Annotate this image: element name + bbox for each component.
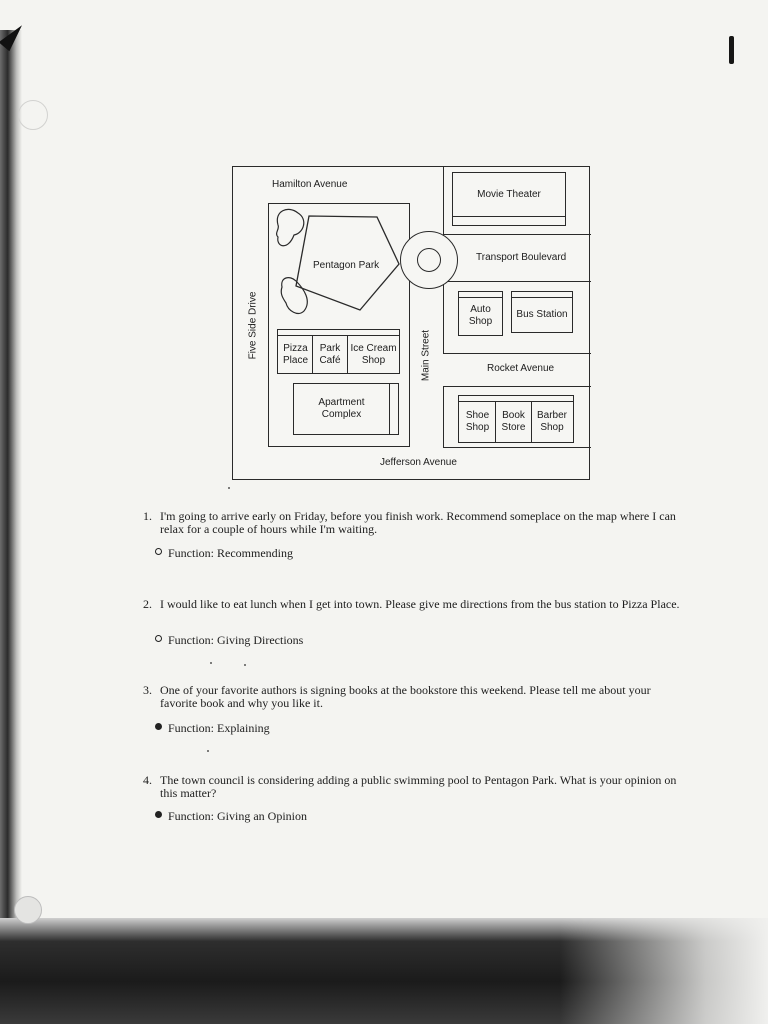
question-text: The town council is considering adding a public swimming pool to Pentagon Park. What is your opinion on this matter?: [160, 773, 677, 800]
bus-station-label: Bus Station: [516, 309, 568, 320]
function-label: Function: Giving an Opinion: [168, 809, 307, 823]
function-1: [155, 546, 293, 561]
page-edge-shadow: [0, 30, 22, 1024]
question-number: 4.: [143, 773, 152, 787]
question-text: I'm going to arrive early on Friday, before you finish work. Recommend someplace on the map where I can relax for a couple of hours while I'm waiting.: [160, 509, 676, 536]
question-number: 3.: [143, 683, 152, 697]
function-label: Function: Giving Directions: [168, 633, 304, 647]
apartment-complex: [293, 383, 399, 435]
main-street-label: Main Street: [420, 329, 432, 382]
scan-speck: [244, 664, 246, 666]
question-number: 2.: [143, 597, 152, 611]
hamilton-avenue-label: Hamilton Avenue: [272, 179, 348, 190]
shoe-shop: Shoe Shop: [465, 410, 490, 433]
roundabout-center: [417, 248, 441, 272]
edge-mark: [729, 36, 734, 64]
question-1: [143, 510, 683, 536]
bullet-icon: [155, 723, 162, 730]
scan-speck: [210, 662, 212, 664]
function-3: [155, 721, 270, 736]
apartment-complex-label: Apartment Complex: [318, 397, 365, 420]
question-text: I would like to eat lunch when I get into town. Please give me directions from the bus station to Pizza Place.: [160, 597, 680, 611]
auto-shop: [458, 291, 503, 336]
question-number: 1.: [143, 509, 152, 523]
bullet-icon: [155, 548, 162, 555]
barber-shop: Barber Shop: [536, 410, 567, 433]
auto-shop-label: Auto Shop: [468, 304, 493, 327]
question-3: [143, 684, 683, 710]
pizza-place: Pizza Place: [282, 343, 308, 366]
punch-hole: [18, 100, 48, 130]
jefferson-avenue-label: Jefferson Avenue: [380, 457, 457, 468]
function-label: Function: Explaining: [168, 721, 270, 735]
bullet-icon: [155, 811, 162, 818]
book-store: Book Store: [501, 410, 526, 433]
five-side-drive-label: Five Side Drive: [247, 291, 259, 360]
question-2: [143, 598, 683, 611]
movie-theater: [452, 172, 566, 226]
park-cafe: Park Café: [319, 343, 341, 366]
function-4: [155, 809, 307, 824]
town-map: [232, 166, 590, 480]
food-row: [277, 329, 400, 374]
pentagon-park-label: Pentagon Park: [313, 260, 380, 271]
punch-hole: [14, 896, 42, 924]
scan-speck: [207, 750, 209, 752]
bullet-icon: [155, 635, 162, 642]
scan-speck: [228, 487, 230, 489]
rocket-avenue-label: Rocket Avenue: [487, 363, 555, 374]
function-label: Function: Recommending: [168, 546, 293, 560]
ice-cream-shop: Ice Cream Shop: [350, 343, 397, 366]
movie-theater-label: Movie Theater: [477, 189, 541, 200]
scan-shadow-fade: [560, 918, 768, 1024]
question-4: [143, 774, 683, 800]
function-2: [155, 633, 303, 648]
bus-station: [511, 291, 573, 333]
question-text: One of your favorite authors is signing books at the bookstore this weekend. Please tell me about your favorite book and why you like it.: [160, 683, 651, 710]
shops-row: [458, 395, 574, 443]
transport-boulevard-label: Transport Boulevard: [476, 252, 567, 263]
